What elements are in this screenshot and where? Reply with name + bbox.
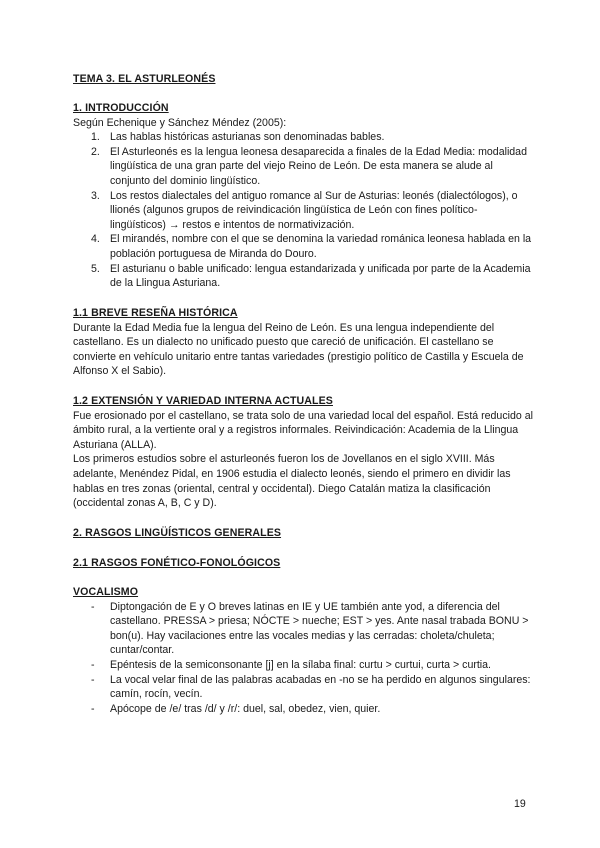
section-extension (73, 394, 533, 511)
list-item (73, 702, 533, 717)
list-dash: - (91, 600, 95, 613)
section-heading: VOCALISMO (73, 586, 139, 598)
list-dash: - (91, 673, 95, 686)
list-item (73, 232, 533, 261)
list-item-text: El asturianu o bable unificado: lengua estandarizada y unificada por parte de la Academia de la Llingua Asturiana. (110, 262, 531, 290)
section-paragraph: Durante la Edad Media fue la lengua del Reino de León. Es una lengua independiente del castellano. Es un dialecto no unificado puesto que careció de unificación. El castellano se convierte en vehículo unitario entre tantas variedades (prestigio político de Castilla y Escuela de Alfonso X el Sabio). (73, 321, 524, 378)
list-number: 1. (91, 131, 100, 144)
list-item-text: La vocal velar final de las palabras acabadas en -no se ha perdido en algunos singulares: camín, rocín, vecín. (110, 673, 531, 701)
list-item-text: Apócope de /e/ tras /d/ y /r/: duel, sal, obedez, vien, quier. (110, 702, 381, 715)
list-item (73, 145, 533, 189)
section-heading: 1. INTRODUCCIÓN (73, 102, 169, 114)
document-title: TEMA 3. EL ASTURLEONÉS (73, 73, 216, 85)
list-item (73, 600, 533, 658)
list-item (73, 262, 533, 291)
list-item (73, 130, 533, 145)
section-resena-historica (73, 306, 533, 379)
section-rasgos-generales (73, 526, 533, 541)
page-number: 19 (514, 798, 526, 810)
section-heading: 1.1 BREVE RESEÑA HISTÓRICA (73, 307, 238, 319)
list-number: 5. (91, 262, 100, 275)
list-number: 4. (91, 233, 100, 246)
list-number: 3. (91, 189, 100, 202)
section-heading: 1.2 EXTENSIÓN Y VARIEDAD INTERNA ACTUALES (73, 395, 333, 407)
list-item-text: Los restos dialectales del antiguo romance al Sur de Asturias: leonés (dialectólogos), o llionés (algunos grupos de reivindicación lingüística de León con fines político-lingüísticos) → restos e intentos de normativización. (110, 189, 518, 231)
section-introduccion (73, 101, 533, 291)
section-vocalismo (73, 585, 533, 716)
list-item-text: Diptongación de E y O breves latinas en IE y UE también ante yod, a diferencia del castellano. PRESSA > priesa; NÓCTE > nueche; EST > yes. Ante nasal trabada BONU > bon(u). Hay vacilaciones entre las vocales medias y las cerradas: choleta/chuleta; cuntar/contar. (110, 600, 529, 657)
list-item (73, 658, 533, 673)
list-item-text: Las hablas históricas asturianas son denominadas bables. (110, 131, 385, 144)
list-item-text: El Asturleonés es la lengua leonesa desaparecida a finales de la Edad Media: modalidad lingüística de una gran parte del viejo Reino de León. De esta manera se alude al conjunto del dominio lingüístico. (110, 145, 527, 187)
section-intro: Según Echenique y Sánchez Méndez (2005): (73, 116, 287, 129)
section-paragraph: Fue erosionado por el castellano, se trata solo de una variedad local del español. Está reducido al ámbito rural, a la vertiente oral y a registros informales. Reivindicación: Academia de la Llingua Asturiana (ALLA). (73, 409, 533, 451)
numbered-list (73, 130, 533, 291)
list-number: 2. (91, 145, 100, 158)
section-heading: 2.1 RASGOS FONÉTICO-FONOLÓGICOS (73, 557, 281, 569)
section-paragraph: Los primeros estudios sobre el asturleonés fueron los de Jovellanos en el siglo XVIII. Más adelante, Menéndez Pidal, en 1906 estudia el dialecto leonés, siendo el primero en dividir las hablas en tres zonas (oriental, central y occidental). Diego Catalán matiza la clasificación (occidental zonas A, B, C y D). (73, 453, 511, 510)
list-item (73, 189, 533, 233)
section-heading: 2. RASGOS LINGÜÍSTICOS GENERALES (73, 527, 282, 539)
list-item-text: El mirandés, nombre con el que se denomina la variedad románica leonesa hablada en la población portuguesa de Miranda do Douro. (110, 233, 532, 260)
list-item-text: Epéntesis de la semiconsonante [j] en la sílaba final: curtu > curtui, curta > curtia. (110, 658, 491, 671)
list-dash: - (91, 702, 95, 715)
list-dash: - (91, 658, 95, 671)
list-item (73, 673, 533, 702)
dash-list (73, 600, 533, 717)
section-rasgos-foneticos (73, 556, 533, 571)
document-title-block (73, 72, 533, 87)
